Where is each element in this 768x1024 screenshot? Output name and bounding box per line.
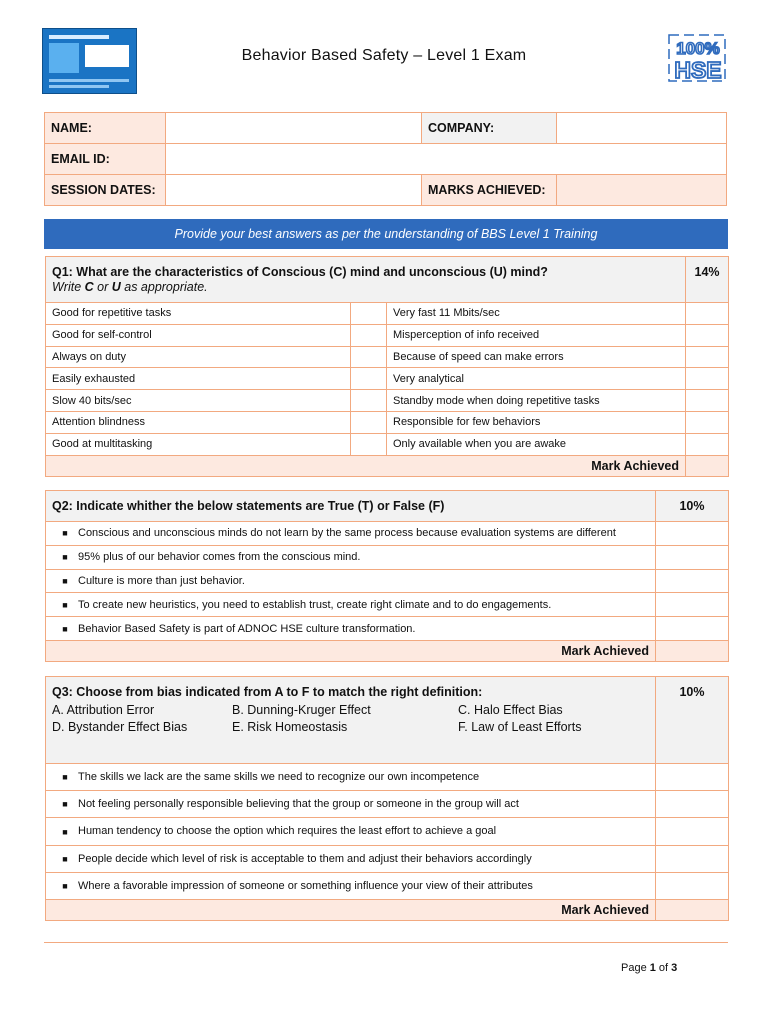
q2-statement: ■ Conscious and unconscious minds do not learn by the same process because evaluation systems are different [46, 522, 656, 546]
q3-mark-achieved-field[interactable] [656, 899, 729, 920]
q1-right-statement: Misperception of info received [387, 324, 686, 346]
q2-mark-achieved-label: Mark Achieved [46, 640, 656, 661]
q1-right-statement: Very analytical [387, 368, 686, 390]
bullet-icon: ■ [62, 799, 68, 810]
q2-answer[interactable] [656, 617, 729, 641]
bullet-icon: ■ [62, 528, 68, 539]
footer-divider [44, 942, 728, 943]
q1-right-answer[interactable] [686, 390, 729, 412]
instructions-banner: Provide your best answers as per the understanding of BBS Level 1 Training [44, 219, 728, 249]
q1-left-statement: Easily exhausted [46, 368, 351, 390]
hse-logo [668, 32, 728, 84]
marks-achieved-field[interactable] [557, 175, 727, 206]
participant-info-table [44, 112, 727, 206]
q2-answer[interactable] [656, 545, 729, 569]
q1-question [46, 257, 686, 303]
q3-answer[interactable] [656, 845, 729, 872]
q2-answer[interactable] [656, 569, 729, 593]
q2-answer[interactable] [656, 593, 729, 617]
q1-left-statement: Slow 40 bits/sec [46, 390, 351, 412]
page-number: Page 1 of 3 [621, 962, 678, 974]
q1-left-answer[interactable] [351, 368, 387, 390]
q1-left-answer[interactable] [351, 324, 387, 346]
q3-percent: 10% [656, 677, 729, 764]
q2-statement: ■ 95% plus of our behavior comes from the conscious mind. [46, 545, 656, 569]
q1-left-statement: Good at multitasking [46, 433, 351, 455]
q3-option: D. Bystander Effect Bias [52, 720, 188, 734]
q3-option: C. Halo Effect Bias [458, 703, 563, 717]
bullet-icon: ■ [62, 552, 68, 563]
q1-left-answer[interactable] [351, 411, 387, 433]
q2-statement: ■ Behavior Based Safety is part of ADNOC HSE culture transformation. [46, 617, 656, 641]
bullet-icon: ■ [62, 772, 68, 783]
q1-right-answer[interactable] [686, 303, 729, 325]
q2-question: Q2: Indicate whither the below statements are True (T) or False (F) [46, 491, 656, 522]
q2-percent: 10% [656, 491, 729, 522]
q3-definition: ■ The skills we lack are the same skills we need to recognize our own incompetence [46, 764, 656, 791]
q3-definition: ■ People decide which level of risk is acceptable to them and adjust their behaviors accordingly [46, 845, 656, 872]
q2-answer[interactable] [656, 522, 729, 546]
q1-left-statement: Good for self-control [46, 324, 351, 346]
q3-answer[interactable] [656, 764, 729, 791]
q1-right-statement: Responsible for few behaviors [387, 411, 686, 433]
q1-left-answer[interactable] [351, 390, 387, 412]
bullet-icon: ■ [62, 576, 68, 587]
q2-table [45, 490, 729, 662]
q2-statement: ■ Culture is more than just behavior. [46, 569, 656, 593]
q1-instruction: Write C or U as appropriate. [52, 280, 208, 294]
q1-right-answer[interactable] [686, 433, 729, 455]
q3-answer[interactable] [656, 818, 729, 845]
q1-right-answer[interactable] [686, 346, 729, 368]
q3-definition: ■ Where a favorable impression of someone or something influence your view of their attributes [46, 872, 656, 899]
q3-definition: ■ Human tendency to choose the option which requires the least effort to achieve a goal [46, 818, 656, 845]
q3-option: A. Attribution Error [52, 703, 155, 717]
q1-mark-achieved-label: Mark Achieved [46, 455, 686, 476]
q1-left-statement: Good for repetitive tasks [46, 303, 351, 325]
company-label: COMPANY: [422, 113, 557, 144]
q2-mark-achieved-field[interactable] [656, 640, 729, 661]
q3-option: E. Risk Homeostasis [232, 720, 348, 734]
page-header [0, 0, 768, 100]
q1-question-text: Q1: What are the characteristics of Conscious (C) mind and unconscious (U) mind? [52, 265, 548, 279]
q1-left-answer[interactable] [351, 303, 387, 325]
bullet-icon: ■ [62, 880, 68, 891]
q2-statement: ■ To create new heuristics, you need to establish trust, create right climate and to do engagements. [46, 593, 656, 617]
q1-right-answer[interactable] [686, 324, 729, 346]
q1-right-answer[interactable] [686, 368, 729, 390]
q1-mark-achieved-field[interactable] [686, 455, 729, 476]
q1-right-statement: Only available when you are awake [387, 433, 686, 455]
q1-right-answer[interactable] [686, 411, 729, 433]
q3-answer[interactable] [656, 872, 729, 899]
email-label: EMAIL ID: [45, 144, 166, 175]
q1-percent: 14% [686, 257, 729, 303]
q1-table [45, 256, 729, 477]
q3-option: F. Law of Least Efforts [458, 720, 582, 734]
bullet-icon: ■ [62, 599, 68, 610]
q3-answer[interactable] [656, 791, 729, 818]
name-label: NAME: [45, 113, 166, 144]
q3-mark-achieved-label: Mark Achieved [46, 899, 656, 920]
q3-bias-options [52, 703, 649, 734]
name-field[interactable] [166, 113, 422, 144]
q3-definition: ■ Not feeling personally responsible believing that the group or someone in the group will act [46, 791, 656, 818]
q1-left-answer[interactable] [351, 433, 387, 455]
q3-question [46, 677, 656, 764]
q1-left-answer[interactable] [351, 346, 387, 368]
session-dates-field[interactable] [166, 175, 422, 206]
q1-left-statement: Attention blindness [46, 411, 351, 433]
logo-bottom-text: HSE [674, 57, 722, 83]
q3-table [45, 676, 729, 921]
q1-left-statement: Always on duty [46, 346, 351, 368]
bullet-icon: ■ [62, 623, 68, 634]
bullet-icon: ■ [62, 853, 68, 864]
q3-option: B. Dunning-Kruger Effect [232, 703, 371, 717]
page-title: Behavior Based Safety – Level 1 Exam [241, 47, 527, 64]
q1-right-statement: Because of speed can make errors [387, 346, 686, 368]
marks-achieved-label: MARKS ACHIEVED: [422, 175, 557, 206]
bullet-icon: ■ [62, 826, 68, 837]
session-dates-label: SESSION DATES: [45, 175, 166, 206]
q1-right-statement: Standby mode when doing repetitive tasks [387, 390, 686, 412]
logo-top-text: 100% [676, 39, 720, 58]
q3-question-text: Q3: Choose from bias indicated from A to F to match the right definition: [52, 685, 483, 699]
company-field[interactable] [557, 113, 727, 144]
q1-right-statement: Very fast 11 Mbits/sec [387, 303, 686, 325]
email-field[interactable] [166, 144, 727, 175]
